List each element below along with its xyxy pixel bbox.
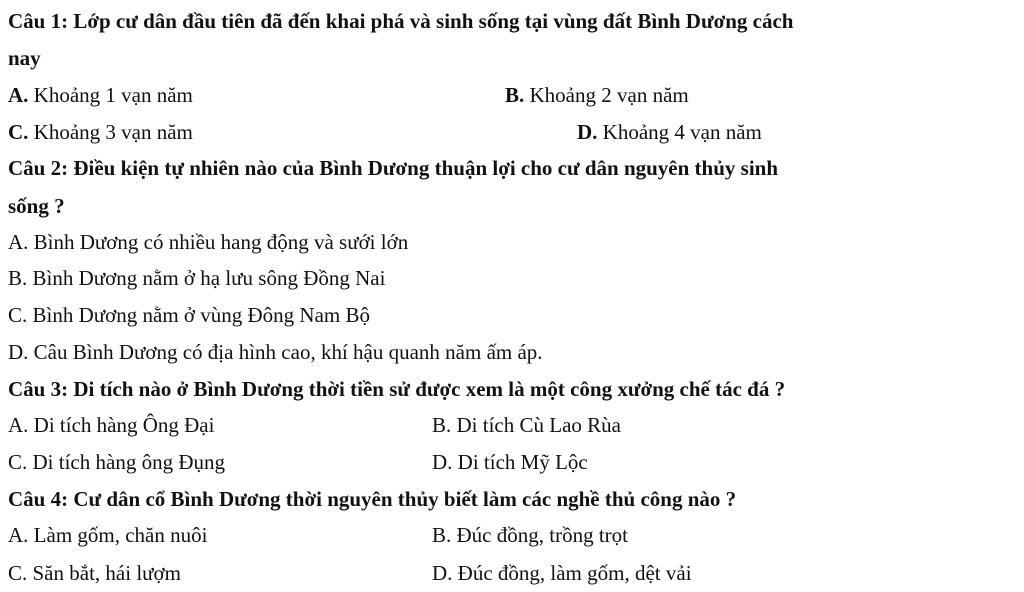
question-1-title-line-2: nay (8, 46, 41, 70)
question-4-option-b: B. Đúc đồng, trồng trọt (432, 523, 628, 547)
option-text: Khoảng 1 vạn năm (28, 83, 193, 107)
question-3-option-c: C. Di tích hàng ông Đụng (8, 450, 225, 474)
question-4-option-c: C. Săn bắt, hái lượm (8, 561, 181, 585)
option-text: Khoảng 2 vạn năm (524, 83, 689, 107)
option-letter: C. (8, 120, 29, 144)
question-1-option-b (505, 82, 689, 108)
option-letter: A. (8, 83, 29, 107)
option-text: Khoảng 3 vạn năm (28, 120, 193, 144)
question-1-option-a (8, 82, 193, 108)
question-2-option-d: D. Câu Bình Dương có địa hình cao, khí hậu quanh năm ấm áp. (8, 340, 543, 364)
question-3-title: Câu 3: Di tích nào ở Bình Dương thời tiền sử được xem là một công xưởng chế tác đá ? (8, 377, 786, 401)
question-1-option-d (577, 119, 762, 145)
question-1-option-c (8, 119, 193, 145)
question-3-option-d: D. Di tích Mỹ Lộc (432, 450, 588, 474)
option-letter: D. (577, 120, 598, 144)
question-4-title: Câu 4: Cư dân cổ Bình Dương thời nguyên thủy biết làm các nghề thủ công nào ? (8, 487, 737, 511)
question-4-option-d: D. Đúc đồng, làm gốm, dệt vải (432, 561, 692, 585)
option-text: Khoảng 4 vạn năm (597, 120, 762, 144)
question-3-option-a: A. Di tích hàng Ông Đại (8, 413, 215, 437)
question-2-title-line-1: Câu 2: Điều kiện tự nhiên nào của Bình Dương thuận lợi cho cư dân nguyên thủy sinh (8, 156, 779, 180)
question-2-option-b: B. Bình Dương nằm ở hạ lưu sông Đồng Nai (8, 266, 386, 290)
question-3-option-b: B. Di tích Cù Lao Rùa (432, 413, 621, 437)
question-2-title-line-2: sống ? (8, 194, 65, 218)
question-2-option-a: A. Bình Dương có nhiều hang động và sưới lớn (8, 230, 409, 254)
question-1-title-line-1: Câu 1: Lớp cư dân đầu tiên đã đến khai phá và sinh sống tại vùng đất Bình Dương cách (8, 9, 794, 33)
question-2-option-c: C. Bình Dương nằm ở vùng Đông Nam Bộ (8, 303, 371, 327)
question-4-option-a: A. Làm gốm, chăn nuôi (8, 523, 208, 547)
option-letter: B. (505, 83, 525, 107)
